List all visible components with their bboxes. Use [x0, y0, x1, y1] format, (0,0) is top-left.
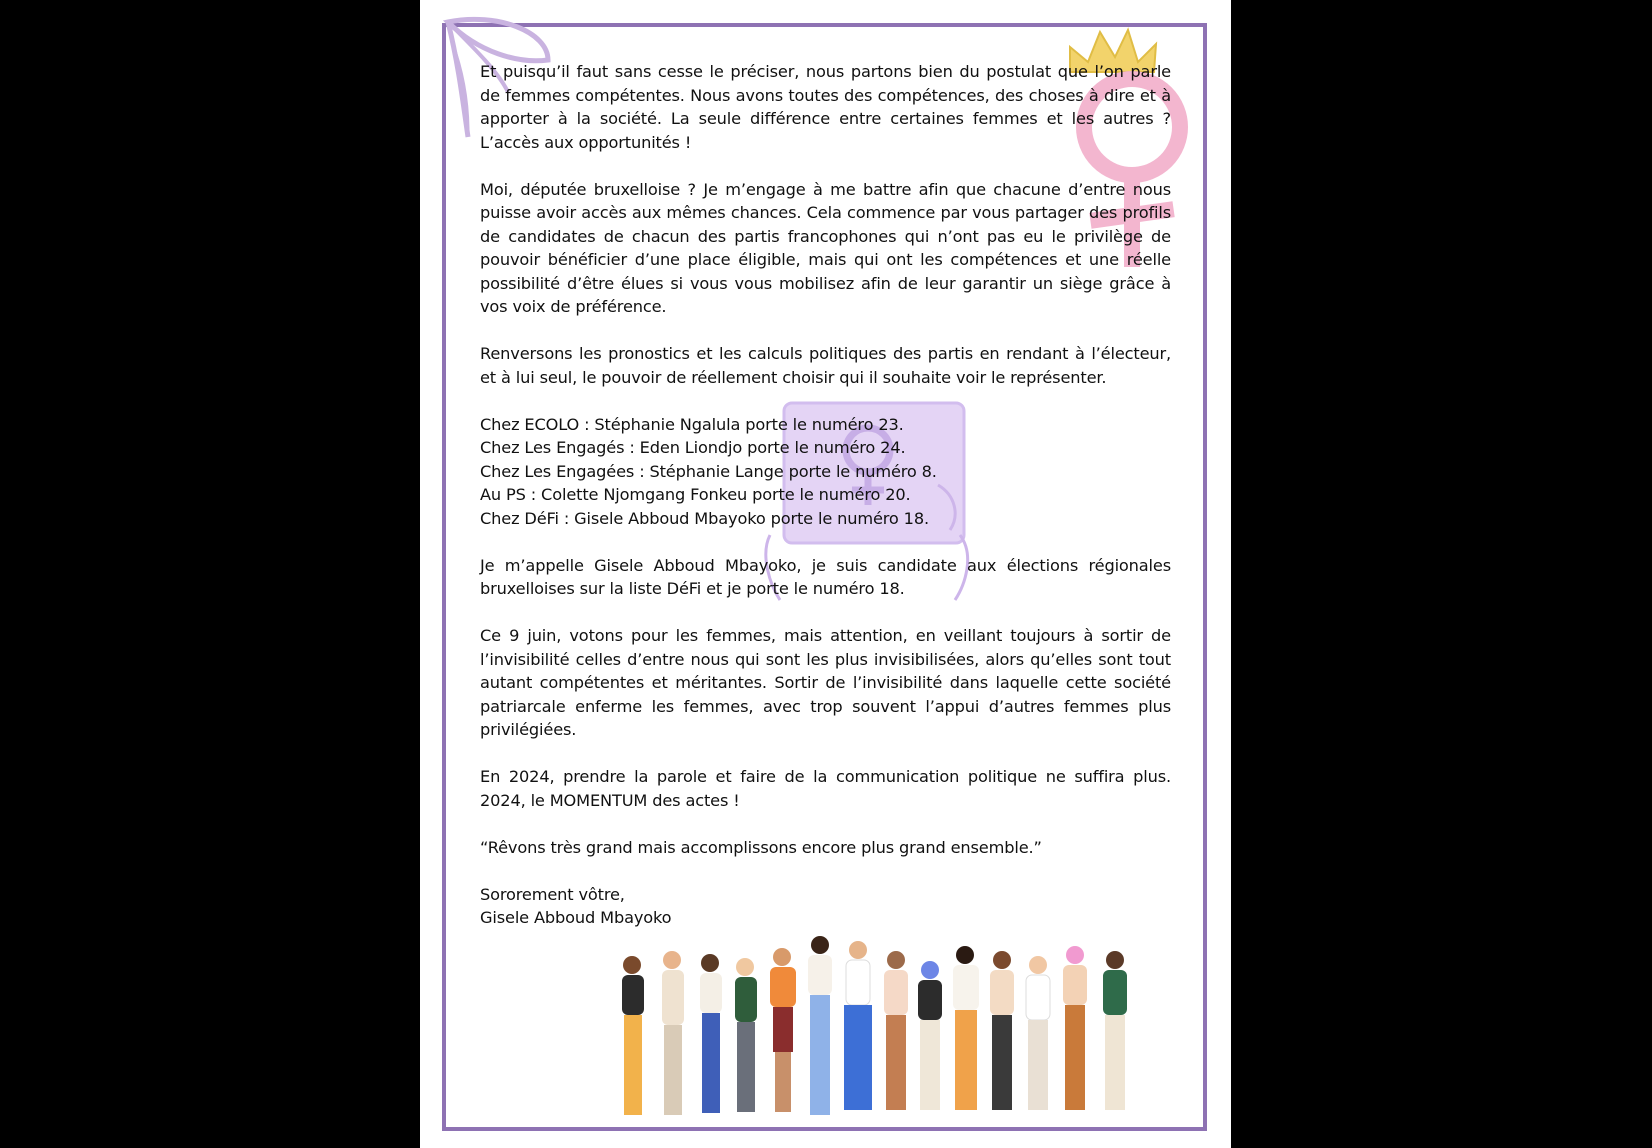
paragraph-introduction: Je m’appelle Gisele Abboud Mbayoko, je suis candidate aux élections régionales bruxelloises sur la liste DéFi et je porte le numéro 18.: [480, 555, 1171, 598]
list-item: Chez DéFi : Gisele Abboud Mbayoko porte le numéro 18.: [480, 508, 929, 528]
letter-page: [420, 0, 1231, 1148]
signoff-name: Gisele Abboud Mbayoko: [480, 908, 672, 927]
quote: “Rêvons très grand mais accomplissons encore plus grand ensemble.”: [480, 837, 1042, 857]
letter-body: [480, 60, 1171, 930]
women-group-illustration: [610, 935, 1150, 1135]
paragraph-pronostics: Renversons les pronostics et les calculs politiques des partis en rendant à l’électeur, et à lui seul, le pouvoir de réellement choisir qui il souhaite voir le représenter.: [480, 344, 1171, 387]
paragraph-commitment: Moi, députée bruxelloise ? Je m’engage à me battre afin que chacune d’entre nous puisse avoir accès aux mêmes chances. Cela commence par vous partager des profils de candidates de chacun des partis francophones qui n’ont pas eu le privilège de pouvoir bénéficier d’une place éligible, mais qui ont les compétences et une réelle possibilité d’être élues si vous vous mobilisez afin de leur garantir un siège grâce à vos voix de préférence.: [480, 179, 1171, 316]
paragraph-opportunities: Et puisqu’il faut sans cesse le préciser, nous partons bien du postulat que l’on parle de femmes compétentes. Nous avons toutes des compétences, des choses à dire et à apporter à la société. La seule différence entre certaines femmes et les autres ? L’accès aux opportunités !: [480, 62, 1171, 152]
candidate-list: [480, 413, 1171, 531]
list-item: Chez Les Engagés : Eden Liondjo porte le numéro 24.: [480, 438, 906, 457]
signoff-closing: Sororement vôtre,: [480, 884, 625, 904]
paragraph-momentum: En 2024, prendre la parole et faire de la communication politique ne suffira plus. 2024, le MOMENTUM des actes !: [480, 767, 1171, 810]
list-item: Chez ECOLO : Stéphanie Ngalula porte le numéro 23.: [480, 414, 904, 434]
signoff: [480, 883, 1171, 930]
list-item: Chez Les Engagées : Stéphanie Lange porte le numéro 8.: [480, 461, 937, 481]
list-item: Au PS : Colette Njomgang Fonkeu porte le numéro 20.: [480, 485, 911, 504]
paragraph-vote: Ce 9 juin, votons pour les femmes, mais attention, en veillant toujours à sortir de l’invisibilité celles d’entre nous qui sont les plus invisibilisées, alors qu’elles sont tout autant compétentes et méritantes. Sortir de l’invisibilité dans laquelle cette société patriarcale enferme les femmes, avec trop souvent l’appui d’autres femmes plus privilégiées.: [480, 626, 1171, 739]
